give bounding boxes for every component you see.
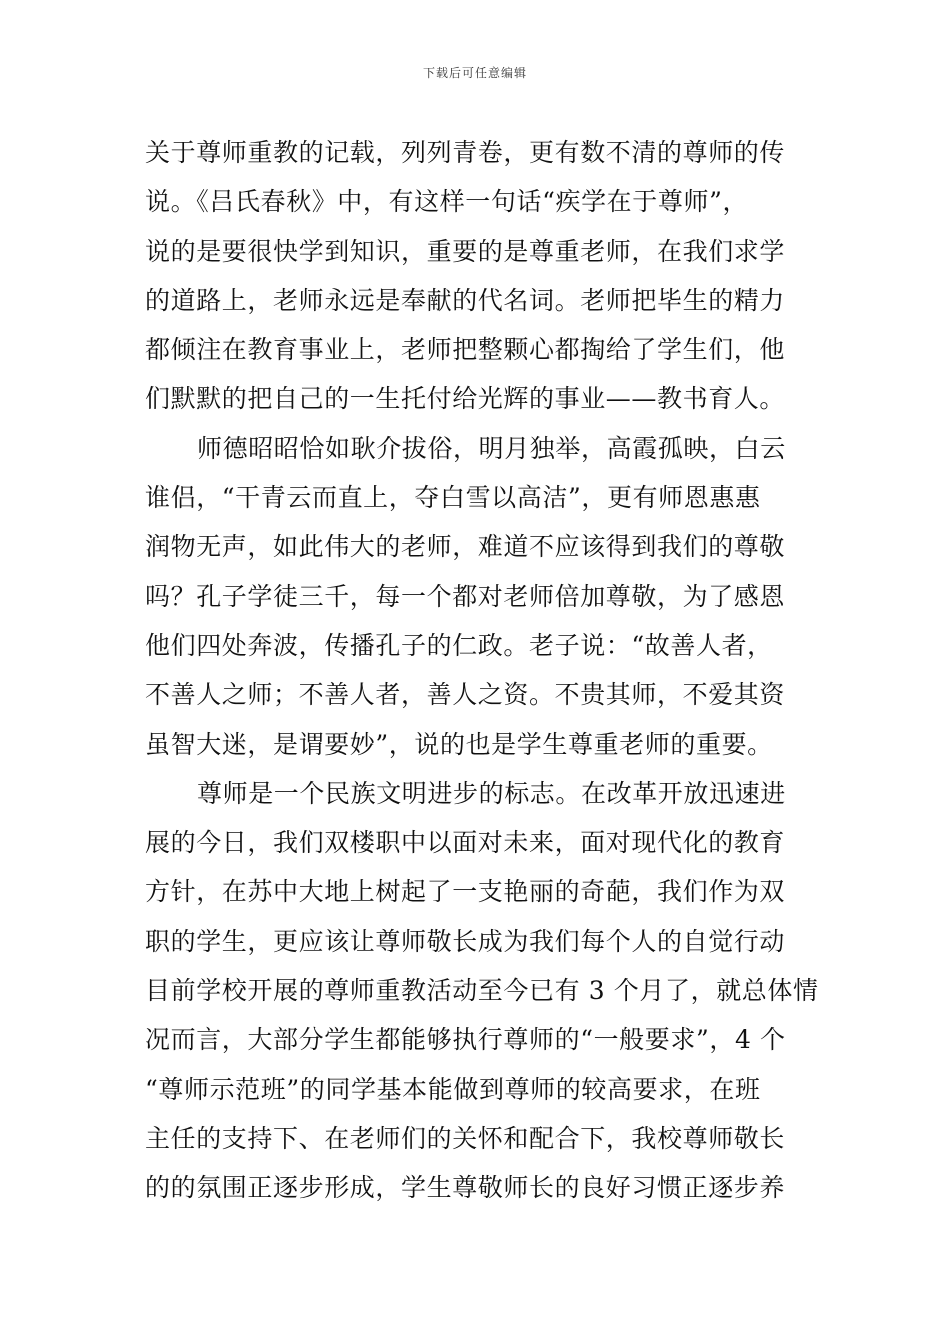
text-line: 的的氛围正逐步形成，学生尊敬师长的良好习惯正逐步养 [145,1173,786,1203]
paragraph-3 [145,769,819,1213]
text-line: 吗？孔子学徒三千，每一个都对老师倍加尊敬，为了感恩 [145,581,786,611]
text-line: 说的是要很快学到知识，重要的是尊重老师，在我们求学 [145,236,786,266]
text-line: “尊师示范班”的同学基本能做到尊师的较高要求，在班 [145,1074,761,1104]
paragraph-1 [145,128,805,424]
text-line: 职的学生，更应该让尊师敬长成为我们每个人的自觉行动 [145,926,786,956]
text-line: 他们四处奔波，传播孔子的仁政。老子说：“故善人者， [145,630,773,660]
document-body [145,128,819,1213]
text-line-indented: 尊师是一个民族文明进步的标志。在改革开放迅速进 [197,778,786,808]
text-line: 虽智大迷，是谓要妙”，说的也是学生尊重老师的重要。 [145,729,773,759]
text-line: 不善人之师；不善人者，善人之资。不贵其师，不爱其资 [145,680,786,710]
text-line: 们默默的把自己的一生托付给光辉的事业——教书育人。 [145,384,786,414]
text-line: 展的今日，我们双楼职中以面对未来，面对现代化的教育 [145,828,786,858]
text-line: 都倾注在教育事业上，老师把整颗心都掏给了学生们，他 [145,335,786,365]
paragraph-2 [145,424,805,769]
text-line: 目前学校开展的尊师重教活动至今已有 3 个月了，就总体情 [145,976,819,1006]
text-line: 谁侣，“干青云而直上，夺白雪以高洁”，更有师恩惠惠 [145,483,761,513]
text-line: 况而言，大部分学生都能够执行尊师的“一般要求”，4 个 [145,1025,786,1055]
text-line: 说。《吕氏春秋》中，有这样一句话“疾学在于尊师”， [145,187,749,217]
text-line-indented: 师德昭昭恰如耿介拔俗，明月独举，高霞孤映，白云 [197,433,786,463]
text-line: 关于尊师重教的记载，列列青卷，更有数不清的尊师的传 [145,138,786,167]
text-line: 主任的支持下、在老师们的关怀和配合下，我校尊师敬长 [145,1123,786,1153]
text-line: 的道路上，老师永远是奉献的代名词。老师把毕生的精力 [145,285,786,315]
page-header: 下载后可任意编辑 [422,66,527,80]
text-line: 方针，在苏中大地上树起了一支艳丽的奇葩，我们作为双 [145,877,786,907]
text-line: 润物无声，如此伟大的老师，难道不应该得到我们的尊敬 [145,532,786,562]
